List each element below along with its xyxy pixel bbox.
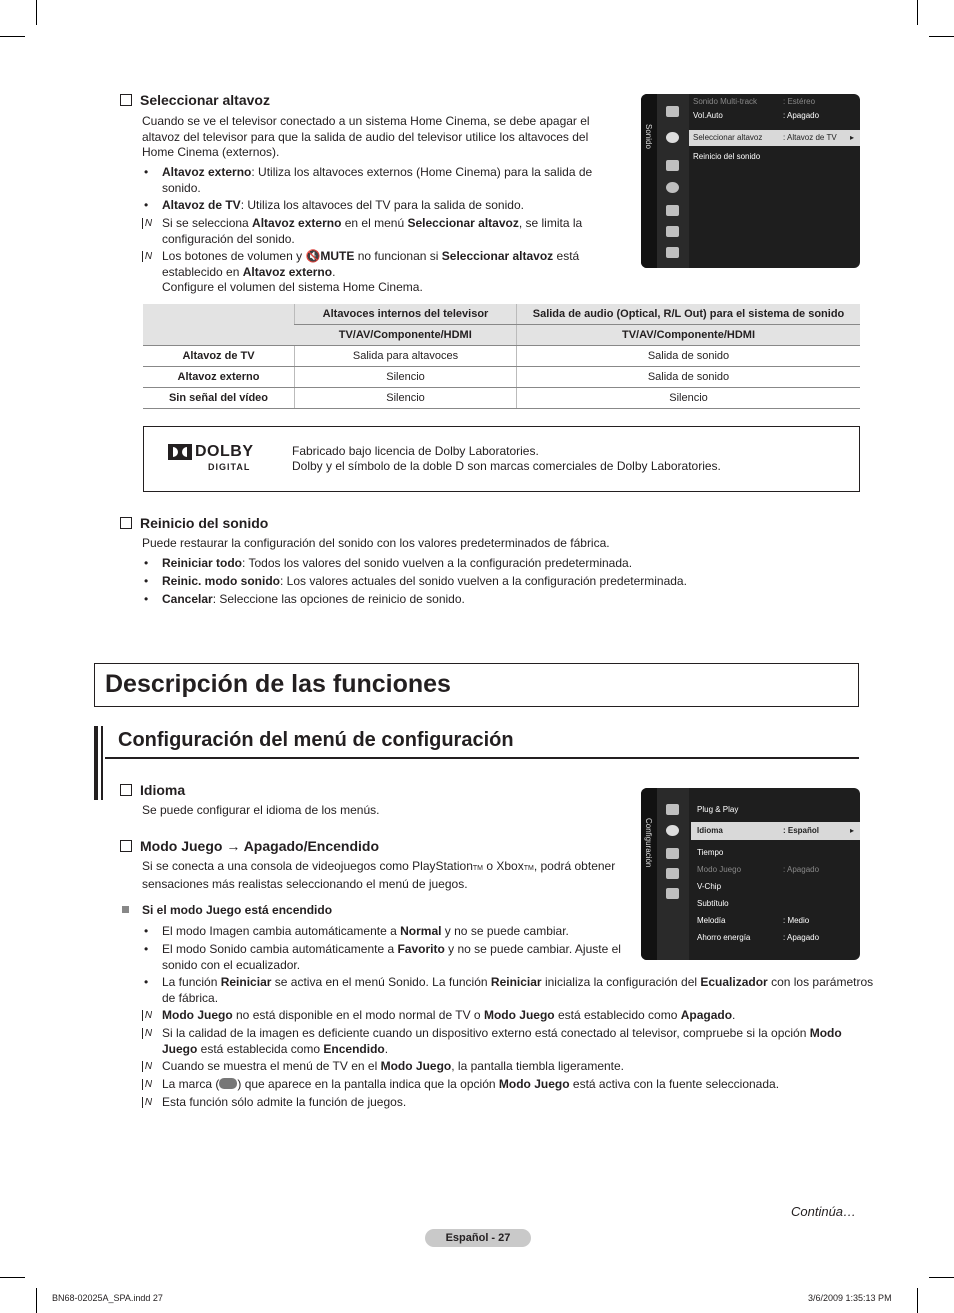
list-item: • Altavoz de TV: Utiliza los altavoces del TV para la salida de sonido. <box>142 198 632 214</box>
note: N Esta función sólo admite la función de juegos. <box>142 1095 862 1111</box>
section-heading-seleccionar-altavoz: Seleccionar altavoz <box>120 92 270 108</box>
menu-row[interactable]: Ahorro energía : Apagado <box>697 933 820 942</box>
menu-row[interactable]: Sonido Multi-track : Estéreo <box>693 97 816 106</box>
support-icon <box>666 888 679 899</box>
section-heading-idioma: Idioma <box>120 782 185 798</box>
note-icon: N <box>142 1097 154 1108</box>
note-icon: N <box>142 1079 154 1090</box>
menu-row[interactable]: V-Chip <box>697 882 722 891</box>
list-item: • El modo Sonido cambia automáticamente a Favorito y no se puede cambiar. Ajuste el sonido con el ecualizador. <box>142 942 654 973</box>
dolby-digital-logo: DOLBY DIGITAL <box>168 444 264 474</box>
menu-row-selected[interactable]: Seleccionar altavoz : Altavoz de TV ▸ <box>689 130 860 146</box>
menu-row-selected[interactable]: Idioma : Español ▸ <box>691 822 860 840</box>
checkbox-square-icon <box>120 840 132 852</box>
menu-row[interactable]: Plug & Play <box>697 805 739 814</box>
channel-icon <box>666 160 679 171</box>
support-icon <box>666 247 679 258</box>
arrow-right-icon: ▸ <box>849 826 854 835</box>
menu-row[interactable]: Vol.Auto : Apagado <box>693 111 820 120</box>
dolby-notice: DOLBY DIGITAL Fabricado bajo licencia de Dolby Laboratories. Dolby y el símbolo de la doble D son marcas comerciales de Dolby Laboratories. <box>143 426 860 492</box>
note: N Los botones de volumen y 🔇MUTE no funcionan si Seleccionar altavoz está establecido en Altavoz externo. Configure el volumen del sistema Home Cinema. <box>142 249 632 296</box>
sound-icon <box>666 132 679 143</box>
input-icon <box>666 848 679 859</box>
crop-mark <box>917 0 918 25</box>
crop-mark <box>917 1288 918 1313</box>
table-row: Sin señal del vídeo Silencio Silencio <box>143 388 860 409</box>
list-item: • La función Reiniciar se activa en el menú Sonido. La función Reiniciar inicializa la configuración del Ecualizador con los parámetros de fábrica. <box>142 975 880 1006</box>
footer-date: 3/6/2009 1:35:13 PM <box>808 1293 892 1303</box>
mute-speaker-icon: 🔇 <box>305 249 321 263</box>
crop-mark <box>929 1277 954 1278</box>
crop-mark <box>0 36 25 37</box>
section-title: Configuración del menú de configuración <box>118 729 514 751</box>
menu-row[interactable]: Modo Juego : Apagado <box>697 865 820 874</box>
setup-gear-icon <box>666 825 679 836</box>
application-icon <box>666 226 679 237</box>
note-icon: N <box>142 218 154 229</box>
note: N Si se selecciona Altavoz externo en el menú Seleccionar altavoz, se limita la configuración del sonido. <box>142 216 632 247</box>
title-bar <box>94 726 98 800</box>
setup-gear-icon <box>666 182 679 193</box>
checkbox-square-icon <box>120 94 132 106</box>
tv-sound-menu <box>641 94 860 268</box>
menu-row[interactable]: Melodía : Medio <box>697 916 810 925</box>
section-heading-modo-juego: Modo Juego → Apagado/Encendido <box>120 838 379 854</box>
crop-mark <box>36 1288 37 1313</box>
menu-side-label: Sonido <box>644 124 653 149</box>
menu-row[interactable]: Tiempo <box>697 848 724 857</box>
checkbox-square-icon <box>120 784 132 796</box>
channel-icon <box>666 804 679 815</box>
list-item: • Reiniciar todo: Todos los valores del sonido vuelven a la configuración predeterminada. <box>142 556 632 572</box>
note-icon: N <box>142 1061 154 1072</box>
footer-file: BN68-02025A_SPA.indd 27 <box>52 1293 163 1303</box>
arrow-right-icon: ▸ <box>849 133 854 142</box>
input-icon <box>666 205 679 216</box>
menu-row[interactable]: Reinicio del sonido <box>693 152 761 161</box>
crop-mark <box>36 0 37 25</box>
section-heading-reinicio-sonido: Reinicio del sonido <box>120 515 268 531</box>
checkbox-square-icon <box>120 517 132 529</box>
note: N Si la calidad de la imagen es deficiente cuando un dispositivo externo está conectado al televisor, compruebe si la opción Modo Juego está establecida como Encendido. <box>142 1026 880 1057</box>
section-intro: Si se conecta a una consola de videojuegos como PlayStationTM o XboxTM, podrá obtener sensaciones más realistas seleccionando el menú de juegos. <box>142 859 616 891</box>
crop-mark <box>0 1277 25 1278</box>
note: N La marca ( ) que aparece en la pantalla indica que la opción Modo Juego está activa con la fuente seleccionada. <box>142 1077 862 1093</box>
note-icon: N <box>142 1010 154 1021</box>
main-title-box <box>94 663 859 707</box>
list-item: • Cancelar: Seleccione las opciones de reinicio de sonido. <box>142 592 465 608</box>
application-icon <box>666 868 679 879</box>
square-bullet-icon <box>122 906 129 913</box>
speaker-table: Altavoces internos del televisor Salida de audio (Optical, R/L Out) para el sistema de sonido TV/AV/Componente/HDMI TV/AV/Componente/HDMI Altavoz de TV Salida para altavoces Salida de sonido Altavoz externo Silencio Salida de sonido Sin señal del vídeo Silencio Silencio <box>143 304 860 409</box>
menu-row[interactable]: Subtítulo <box>697 899 729 908</box>
note-icon: N <box>142 251 154 262</box>
crop-mark <box>929 36 954 37</box>
divider <box>105 757 859 759</box>
note-icon: N <box>142 1028 154 1039</box>
section-intro: Cuando se ve el televisor conectado a un sistema Home Cinema, se debe apagar el altavoz del televisor para que la salida de audio del televisor utilice los altavoces del Home Cinema (externos). <box>142 114 590 159</box>
page-title: Descripción de las funciones <box>105 670 451 698</box>
tv-setup-menu <box>641 788 860 960</box>
picture-icon <box>666 106 679 117</box>
game-controller-icon <box>219 1078 237 1089</box>
page-number-badge: Español - 27 <box>425 1229 531 1247</box>
double-d-icon <box>168 444 192 460</box>
list-item: • El modo Imagen cambia automáticamente a Normal y no se puede cambiar. <box>142 924 654 940</box>
note: N Cuando se muestra el menú de TV en el Modo Juego, la pantalla tiembla ligeramente. <box>142 1059 862 1075</box>
table-row: Altavoz de TV Salida para altavoces Salida de sonido <box>143 346 860 367</box>
table-row: Altavoz externo Silencio Salida de sonido <box>143 367 860 388</box>
continua-label: Continúa… <box>791 1204 857 1219</box>
note: N Modo Juego no está disponible en el modo normal de TV o Modo Juego está establecido como Apagado. <box>142 1008 862 1024</box>
list-item: • Reinic. modo sonido: Los valores actuales del sonido vuelven a la configuración predeterminada. <box>142 574 687 590</box>
menu-side-label: Configuración <box>644 818 653 868</box>
list-item: • Altavoz externo: Utiliza los altavoces externos (Home Cinema) para la salida de sonido. <box>142 165 632 196</box>
